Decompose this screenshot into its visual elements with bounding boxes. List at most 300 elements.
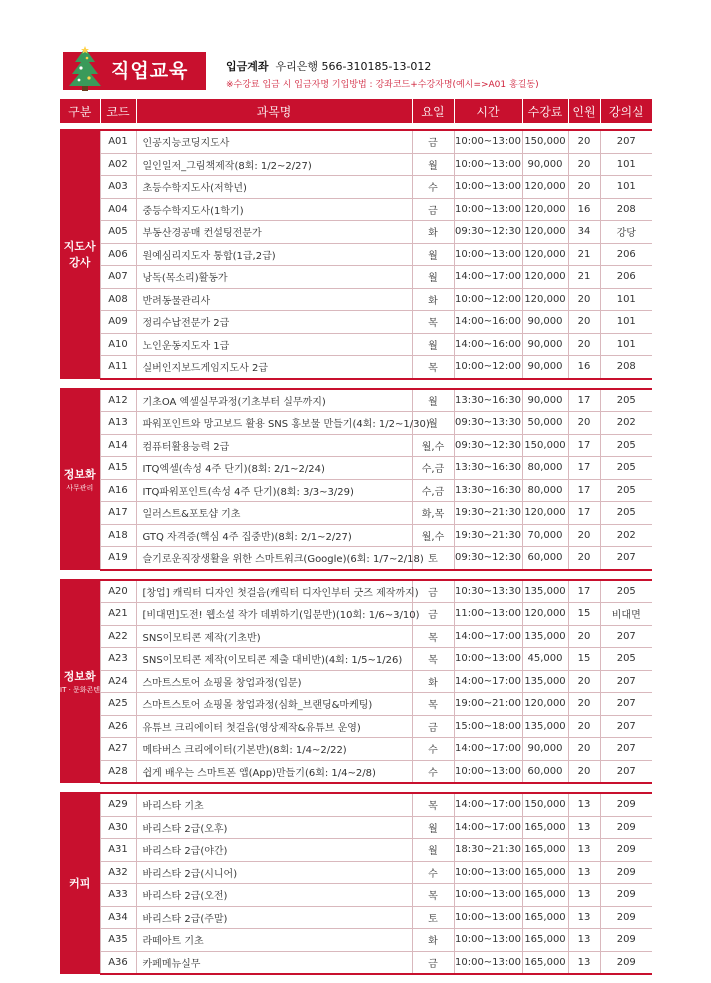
category-cell (60, 389, 100, 570)
course-room: 205 (600, 648, 652, 671)
bank-account: 우리은행 566-310185-13-012 (275, 60, 432, 73)
course-capacity: 13 (568, 816, 600, 839)
table-row (60, 693, 652, 716)
course-name: 정리수납전문가 2급 (136, 311, 412, 334)
course-capacity: 21 (568, 266, 600, 289)
course-time: 15:00~18:00 (454, 715, 522, 738)
course-code: A25 (100, 693, 136, 716)
course-code: A18 (100, 524, 136, 547)
course-day: 월,수 (412, 524, 454, 547)
course-day: 월 (412, 816, 454, 839)
course-name: 유튜브 크리에이터 첫걸음(영상제작&유튜브 운영) (136, 715, 412, 738)
table-row (60, 524, 652, 547)
course-name: 바리스타 기초 (136, 793, 412, 816)
course-name: 바리스타 2급(오전) (136, 884, 412, 907)
course-room: 205 (600, 580, 652, 603)
course-name: 반려동물관리사 (136, 288, 412, 311)
course-fee: 45,000 (522, 648, 568, 671)
course-capacity: 17 (568, 434, 600, 457)
course-time: 10:00~13:00 (454, 884, 522, 907)
course-fee: 165,000 (522, 951, 568, 974)
course-fee: 120,000 (522, 243, 568, 266)
col-header-room: 강의실 (600, 99, 652, 123)
table-row (60, 547, 652, 570)
course-fee: 135,000 (522, 580, 568, 603)
category-label: 커피 (69, 877, 91, 890)
course-code: A30 (100, 816, 136, 839)
course-room: 207 (600, 547, 652, 570)
course-time: 09:30~13:30 (454, 412, 522, 435)
course-day: 월 (412, 839, 454, 862)
course-code: A22 (100, 625, 136, 648)
course-capacity: 20 (568, 715, 600, 738)
course-capacity: 13 (568, 951, 600, 974)
course-day: 금 (412, 198, 454, 221)
category-label: 정보화 (63, 669, 96, 683)
category-cell (60, 580, 107, 784)
course-room: 209 (600, 861, 652, 884)
course-fee: 60,000 (522, 547, 568, 570)
course-fee: 165,000 (522, 839, 568, 862)
course-capacity: 16 (568, 356, 600, 379)
course-code: A09 (100, 311, 136, 334)
course-code: A24 (100, 670, 136, 693)
table-row (60, 738, 652, 761)
col-header-category: 구분 (60, 99, 100, 123)
course-room: 205 (600, 479, 652, 502)
course-name: 바리스타 2급(시니어) (136, 861, 412, 884)
table-row (60, 951, 652, 974)
course-capacity: 20 (568, 738, 600, 761)
course-day: 수 (412, 176, 454, 199)
course-time: 10:00~13:00 (454, 648, 522, 671)
course-capacity: 13 (568, 793, 600, 816)
course-code: A23 (100, 648, 136, 671)
course-time: 10:00~12:00 (454, 356, 522, 379)
course-name: 바리스타 2급(오후) (136, 816, 412, 839)
course-code: A33 (100, 884, 136, 907)
course-fee: 120,000 (522, 176, 568, 199)
course-day: 금 (412, 603, 454, 626)
course-fee: 90,000 (522, 311, 568, 334)
table-body (60, 123, 652, 974)
course-code: A13 (100, 412, 136, 435)
course-code: A10 (100, 333, 136, 356)
course-time: 19:30~21:30 (454, 502, 522, 525)
course-room: 209 (600, 793, 652, 816)
course-code: A11 (100, 356, 136, 379)
course-code: A14 (100, 434, 136, 457)
course-capacity: 13 (568, 861, 600, 884)
table-row (60, 412, 652, 435)
table-row (60, 906, 652, 929)
course-code: A34 (100, 906, 136, 929)
table-row (60, 884, 652, 907)
course-code: A17 (100, 502, 136, 525)
table-row (60, 648, 652, 671)
course-time: 14:00~17:00 (454, 816, 522, 839)
course-time: 10:00~13:00 (454, 176, 522, 199)
course-capacity: 34 (568, 221, 600, 244)
course-name: 낭독(목소리)활동가 (136, 266, 412, 289)
course-fee: 150,000 (522, 434, 568, 457)
course-room: 207 (600, 693, 652, 716)
course-time: 10:00~13:00 (454, 861, 522, 884)
course-day: 화,목 (412, 502, 454, 525)
course-fee: 165,000 (522, 816, 568, 839)
course-room: 202 (600, 524, 652, 547)
course-day: 금 (412, 715, 454, 738)
table-row (60, 479, 652, 502)
course-capacity: 17 (568, 457, 600, 480)
course-time: 14:00~17:00 (454, 670, 522, 693)
bank-info (226, 58, 431, 74)
course-capacity: 17 (568, 502, 600, 525)
course-name: 메타버스 크리에이터(기본반)(8회: 1/4~2/22) (136, 738, 412, 761)
course-room: 207 (600, 625, 652, 648)
course-fee: 150,000 (522, 130, 568, 153)
course-room: 101 (600, 288, 652, 311)
course-capacity: 20 (568, 524, 600, 547)
table-row (60, 434, 652, 457)
course-day: 수 (412, 760, 454, 783)
course-name: ITQ엑셀(속성 4주 단기)(8회: 2/1~2/24) (136, 457, 412, 480)
table-row (60, 793, 652, 816)
course-room: 206 (600, 243, 652, 266)
course-time: 10:00~13:00 (454, 760, 522, 783)
course-name: 노인운동지도자 1급 (136, 333, 412, 356)
course-time: 10:00~13:00 (454, 130, 522, 153)
col-header-capacity: 인원 (568, 99, 600, 123)
course-name: 쉽게 배우는 스마트폰 앱(App)만들기(6회: 1/4~2/8) (136, 760, 412, 783)
course-fee: 135,000 (522, 715, 568, 738)
course-room: 207 (600, 738, 652, 761)
course-fee: 120,000 (522, 502, 568, 525)
course-capacity: 17 (568, 580, 600, 603)
course-room: 101 (600, 333, 652, 356)
course-time: 09:30~12:30 (454, 221, 522, 244)
course-day: 월 (412, 412, 454, 435)
col-header-code: 코드 (100, 99, 136, 123)
course-name: GTQ 자격증(핵심 4주 집중반)(8회: 2/1~2/27) (136, 524, 412, 547)
course-code: A21 (100, 603, 136, 626)
course-day: 수 (412, 738, 454, 761)
table-row (60, 243, 652, 266)
course-room: 208 (600, 198, 652, 221)
bank-label: 입금계좌 (226, 60, 269, 73)
course-code: A04 (100, 198, 136, 221)
course-capacity: 16 (568, 198, 600, 221)
course-room: 101 (600, 311, 652, 334)
course-room: 207 (600, 715, 652, 738)
course-time: 10:00~13:00 (454, 951, 522, 974)
course-time: 18:30~21:30 (454, 839, 522, 862)
course-code: A16 (100, 479, 136, 502)
course-day: 화 (412, 929, 454, 952)
course-time: 19:30~21:30 (454, 524, 522, 547)
course-capacity: 20 (568, 693, 600, 716)
table-row (60, 333, 652, 356)
table-row (60, 153, 652, 176)
course-time: 14:00~17:00 (454, 625, 522, 648)
course-fee: 120,000 (522, 288, 568, 311)
course-code: A20 (100, 580, 136, 603)
course-code: A36 (100, 951, 136, 974)
course-capacity: 20 (568, 288, 600, 311)
course-code: A27 (100, 738, 136, 761)
table-row (60, 288, 652, 311)
course-fee: 165,000 (522, 906, 568, 929)
course-code: A12 (100, 389, 136, 412)
course-capacity: 17 (568, 389, 600, 412)
course-time: 10:00~13:00 (454, 198, 522, 221)
course-name: 일인일저_그림책제작(8회: 1/2~2/27) (136, 153, 412, 176)
course-fee: 90,000 (522, 153, 568, 176)
course-room: 207 (600, 670, 652, 693)
course-name: 스마트스토어 쇼핑몰 창업과정(입문) (136, 670, 412, 693)
course-day: 화 (412, 288, 454, 311)
course-fee: 90,000 (522, 333, 568, 356)
table-row (60, 603, 652, 626)
course-fee: 165,000 (522, 884, 568, 907)
course-day: 월 (412, 333, 454, 356)
course-room: 209 (600, 839, 652, 862)
course-name: 인공지능코딩지도사 (136, 130, 412, 153)
course-room: 101 (600, 153, 652, 176)
course-room: 208 (600, 356, 652, 379)
course-capacity: 20 (568, 625, 600, 648)
course-room: 209 (600, 929, 652, 952)
course-name: 바리스타 2급(주말) (136, 906, 412, 929)
course-fee: 90,000 (522, 738, 568, 761)
course-day: 월 (412, 243, 454, 266)
course-name: 기초OA 엑셀실무과정(기초부터 실무까지) (136, 389, 412, 412)
category-label: 정보화 (63, 467, 96, 481)
course-time: 10:00~13:00 (454, 153, 522, 176)
course-fee: 80,000 (522, 479, 568, 502)
course-fee: 150,000 (522, 793, 568, 816)
course-room: 207 (600, 130, 652, 153)
course-capacity: 20 (568, 547, 600, 570)
course-code: A03 (100, 176, 136, 199)
course-day: 월,수 (412, 434, 454, 457)
table-row (60, 580, 652, 603)
course-table (60, 99, 652, 975)
course-capacity: 15 (568, 648, 600, 671)
course-code: A02 (100, 153, 136, 176)
course-room: 비대면 (600, 603, 652, 626)
course-day: 목 (412, 884, 454, 907)
course-capacity: 20 (568, 153, 600, 176)
course-name: [비대면]도전! 웹소설 작가 데뷔하기(입문반)(10회: 1/6~3/10) (136, 603, 412, 626)
table-row (60, 839, 652, 862)
course-room: 209 (600, 816, 652, 839)
course-room: 205 (600, 502, 652, 525)
course-day: 월 (412, 153, 454, 176)
christmas-tree-icon (67, 46, 103, 92)
course-name: SNS이모티콘 제작(이모티콘 제출 대비반)(4회: 1/5~1/26) (136, 648, 412, 671)
table-row (60, 198, 652, 221)
course-room: 202 (600, 412, 652, 435)
course-day: 수 (412, 861, 454, 884)
table-row (60, 670, 652, 693)
course-code: A26 (100, 715, 136, 738)
course-room: 205 (600, 434, 652, 457)
course-name: SNS이모티콘 제작(기초반) (136, 625, 412, 648)
course-code: A06 (100, 243, 136, 266)
course-name: 일러스트&포토샵 기초 (136, 502, 412, 525)
course-day: 월 (412, 266, 454, 289)
course-code: A32 (100, 861, 136, 884)
course-fee: 120,000 (522, 198, 568, 221)
payment-note: ※수강료 입금 시 입금자명 기입방법 : 강좌코드+수강자명(예시=>A01 홍길동) (226, 80, 539, 90)
table-row (60, 130, 652, 153)
course-fee: 120,000 (522, 266, 568, 289)
course-time: 10:00~13:00 (454, 906, 522, 929)
course-name: 카페메뉴실무 (136, 951, 412, 974)
course-capacity: 17 (568, 479, 600, 502)
course-time: 14:00~17:00 (454, 266, 522, 289)
course-code: A28 (100, 760, 136, 783)
col-header-day: 요일 (412, 99, 454, 123)
course-code: A31 (100, 839, 136, 862)
course-code: A19 (100, 547, 136, 570)
table-row (60, 929, 652, 952)
course-time: 14:00~17:00 (454, 738, 522, 761)
course-code: A01 (100, 130, 136, 153)
course-capacity: 20 (568, 333, 600, 356)
course-time: 13:30~16:30 (454, 389, 522, 412)
course-day: 목 (412, 648, 454, 671)
course-name: 중등수학지도사(1학기) (136, 198, 412, 221)
col-header-time: 시간 (454, 99, 522, 123)
course-fee: 90,000 (522, 356, 568, 379)
col-header-fee: 수강료 (522, 99, 568, 123)
course-day: 목 (412, 625, 454, 648)
course-time: 14:00~16:00 (454, 311, 522, 334)
course-room: 209 (600, 951, 652, 974)
col-header-course: 과목명 (136, 99, 412, 123)
course-capacity: 20 (568, 412, 600, 435)
course-name: 파워포인트와 망고보드 활용 SNS 홍보물 만들기(4회: 1/2~1/30) (136, 412, 412, 435)
category-label-line2: 강사 (69, 255, 91, 269)
course-day: 수,금 (412, 457, 454, 480)
course-time: 13:30~16:30 (454, 479, 522, 502)
course-fee: 165,000 (522, 929, 568, 952)
course-capacity: 13 (568, 929, 600, 952)
course-fee: 50,000 (522, 412, 568, 435)
course-fee: 165,000 (522, 861, 568, 884)
table-row (60, 715, 652, 738)
course-day: 토 (412, 906, 454, 929)
course-code: A35 (100, 929, 136, 952)
course-name: [창업] 캐릭터 디자인 첫걸음(캐릭터 디자인부터 굿즈 제작까지) (136, 580, 412, 603)
course-name: 원예심리지도자 통합(1급,2급) (136, 243, 412, 266)
course-fee: 60,000 (522, 760, 568, 783)
course-capacity: 13 (568, 839, 600, 862)
course-capacity: 20 (568, 760, 600, 783)
course-code: A29 (100, 793, 136, 816)
course-time: 10:00~13:00 (454, 929, 522, 952)
course-room: 205 (600, 389, 652, 412)
course-name: ITQ파워포인트(속성 4주 단기)(8회: 3/3~3/29) (136, 479, 412, 502)
course-capacity: 20 (568, 311, 600, 334)
category-cell (60, 130, 100, 379)
course-day: 목 (412, 356, 454, 379)
course-capacity: 13 (568, 884, 600, 907)
course-room: 209 (600, 884, 652, 907)
course-code: A07 (100, 266, 136, 289)
course-name: 슬기로운직장생활을 위한 스마트워크(Google)(6회: 1/7~2/18) (136, 547, 412, 570)
course-name: 바리스타 2급(야간) (136, 839, 412, 862)
course-time: 19:00~21:00 (454, 693, 522, 716)
course-day: 금 (412, 951, 454, 974)
course-day: 화 (412, 221, 454, 244)
course-fee: 80,000 (522, 457, 568, 480)
course-day: 목 (412, 693, 454, 716)
table-header (60, 99, 652, 123)
course-time: 09:30~12:30 (454, 434, 522, 457)
course-day: 목 (412, 311, 454, 334)
course-name: 라떼아트 기초 (136, 929, 412, 952)
course-fee: 120,000 (522, 221, 568, 244)
category-sublabel: IT · 문화콘텐츠 (60, 685, 107, 694)
course-room: 209 (600, 906, 652, 929)
table-row (60, 861, 652, 884)
course-room: 101 (600, 176, 652, 199)
table-row (60, 502, 652, 525)
course-day: 화 (412, 670, 454, 693)
course-fee: 135,000 (522, 625, 568, 648)
course-day: 금 (412, 130, 454, 153)
course-day: 수,금 (412, 479, 454, 502)
course-name: 초등수학지도사(저학년) (136, 176, 412, 199)
table-row (60, 311, 652, 334)
course-name: 컴퓨터활용능력 2급 (136, 434, 412, 457)
course-room: 207 (600, 760, 652, 783)
course-fee: 70,000 (522, 524, 568, 547)
category-label: 지도사 (63, 239, 96, 253)
course-room: 205 (600, 457, 652, 480)
course-code: A08 (100, 288, 136, 311)
course-time: 10:00~12:00 (454, 288, 522, 311)
table-row (60, 266, 652, 289)
course-capacity: 13 (568, 906, 600, 929)
course-capacity: 20 (568, 130, 600, 153)
course-day: 토 (412, 547, 454, 570)
course-name: 스마트스토어 쇼핑몰 창업과정(심화_브랜딩&마케팅) (136, 693, 412, 716)
course-fee: 120,000 (522, 603, 568, 626)
course-fee: 90,000 (522, 389, 568, 412)
table-row (60, 356, 652, 379)
course-room: 206 (600, 266, 652, 289)
course-time: 10:00~13:00 (454, 243, 522, 266)
course-room: 강당 (600, 221, 652, 244)
table-row (60, 625, 652, 648)
course-time: 14:00~17:00 (454, 793, 522, 816)
course-capacity: 20 (568, 176, 600, 199)
course-day: 월 (412, 389, 454, 412)
course-time: 10:30~13:30 (454, 580, 522, 603)
course-day: 금 (412, 580, 454, 603)
course-name: 실버인지보드게임지도사 2급 (136, 356, 412, 379)
course-code: A15 (100, 457, 136, 480)
course-time: 13:30~16:30 (454, 457, 522, 480)
course-fee: 120,000 (522, 693, 568, 716)
course-time: 14:00~16:00 (454, 333, 522, 356)
course-capacity: 21 (568, 243, 600, 266)
category-cell (60, 793, 100, 974)
